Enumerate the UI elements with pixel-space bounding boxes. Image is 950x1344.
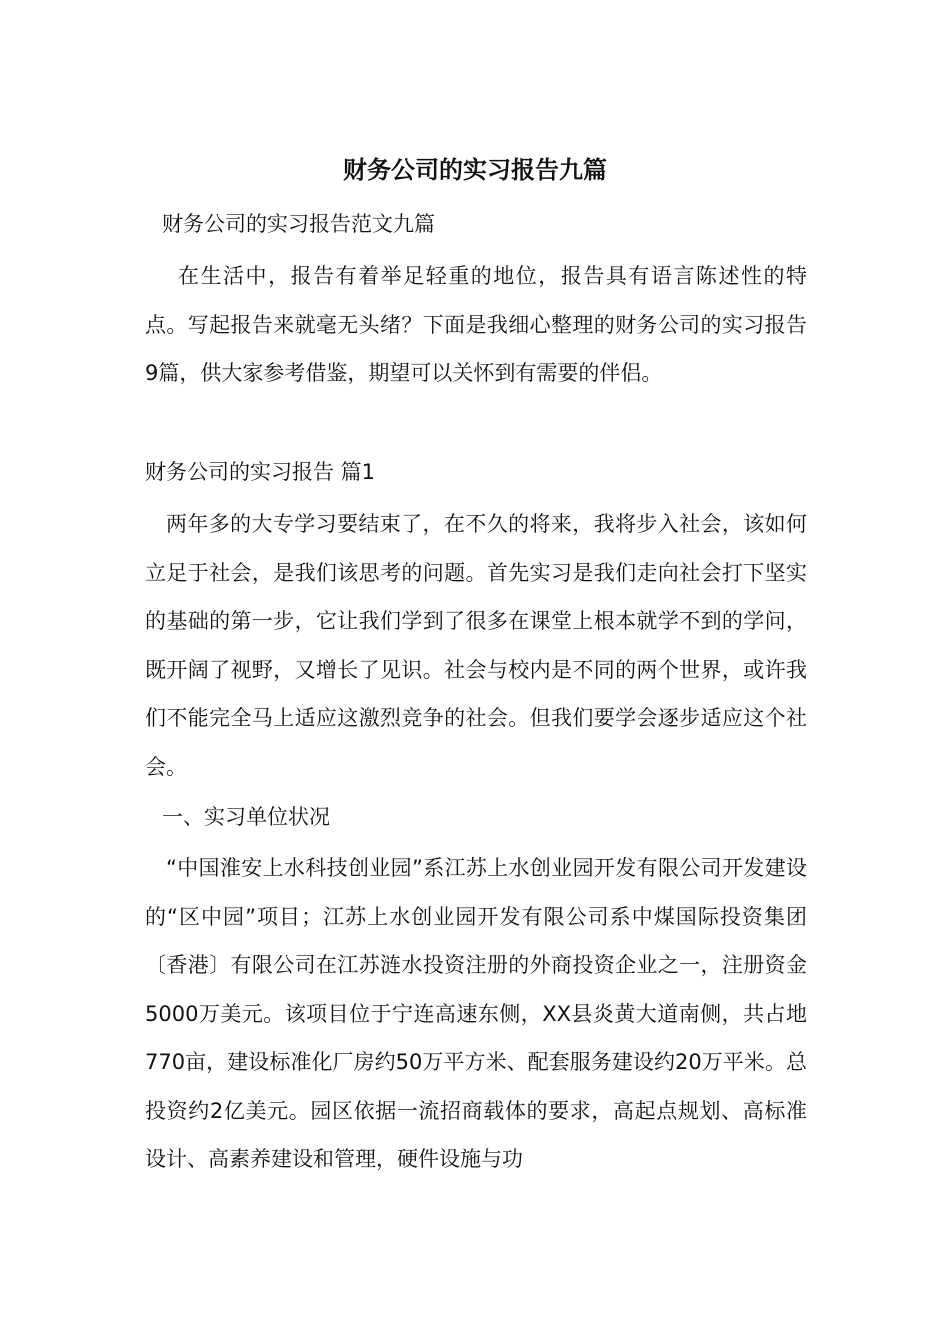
document-subtitle: 财务公司的实习报告范文九篇: [162, 212, 435, 236]
body-paragraph-2: “中国淮安上水科技创业园”系江苏上水创业园开发有限公司开发建设的“区中园”项目；江苏上水创业园开发有限公司系中煤国际投资集团〔香港〕有限公司在江苏涟水投资注册的外商投资企业之一，注册资金5000万美元。该项目位于宁连高速东侧，XX县炎黄大道南侧，共占地770亩，建设标准化厂房约50万平方米、配套服务建设约20万平米。总投资约2亿美元。园区依据一流招商载体的要求，高起点规划、高标准设计、高素养建设和管理，硬件设施与功: [145, 856, 807, 1171]
body-paragraph-1: 两年多的大专学习要结束了，在不久的将来，我将步入社会，该如何立足于社会，是我们该思考的问题。首先实习是我们走向社会打下坚实的基础的第一步，它让我们学到了很多在课堂上根本就学不到的学问，既开阔了视野，又增长了见识。社会与校内是不同的两个世界，或许我们不能完全马上适应这激烈竞争的社会。但我们要学会逐步适应这个社会。: [145, 512, 807, 779]
section-heading-part-1: 财务公司的实习报告 篇1: [145, 460, 376, 484]
intro-paragraph: 在生活中，报告有着举足轻重的地位，报告具有语言陈述性的特点。写起报告来就毫无头绪？下面是我细心整理的财务公司的实习报告9篇，供大家参考借鉴，期望可以关怀到有需要的伴侣。: [145, 264, 807, 385]
heading-internship-unit: 一、实习单位状况: [162, 805, 330, 829]
document-title: 财务公司的实习报告九篇: [343, 156, 607, 184]
